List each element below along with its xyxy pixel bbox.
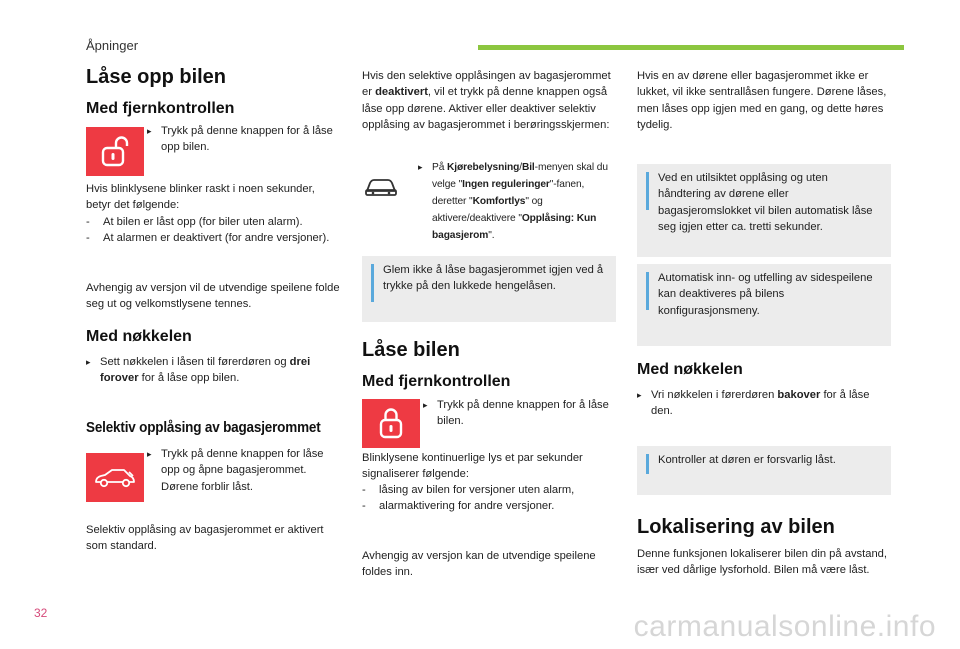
note-box	[637, 164, 891, 257]
car-trunk-icon	[93, 467, 137, 489]
key-heading: Med nøkkelen	[86, 328, 192, 345]
mirrors-text: Avhengig av versjon kan de utvendige speilene foldes inn.	[362, 550, 596, 579]
remote-lock-step	[423, 397, 613, 430]
blink-intro: Hvis blinklysene blinker raskt i noen sekunder, betyr det følgende:	[86, 183, 315, 212]
list-item: - At bilen er låst opp (for biler uten alarm).	[86, 216, 303, 228]
note-box	[637, 446, 891, 495]
watermark-band	[0, 604, 960, 649]
unlock-button-icon	[86, 127, 144, 176]
trunk-unlock-step	[147, 446, 342, 495]
central-lock-intro: Hvis en av dørene eller bagasjerommet ikke er lukket, vil ikke sentrallåsen fungere. Dørene låses, men låses opp igjen med en gang, og dette høres tydelig.	[637, 70, 887, 131]
triangle-marker-icon: ▸	[147, 126, 152, 136]
blink-list	[86, 214, 341, 247]
locate-text: Denne funksjonen lokaliserer bilen din på avstand, især ved dårlige lysforhold. Bilen må være låst.	[637, 548, 888, 577]
key-unlock-step: ▸ Sett nøkkelen i låsen til førerdøren og drei forover for å låse opp bilen.	[86, 354, 344, 387]
step-text: Trykk på denne knappen for å låse bilen.	[437, 399, 609, 428]
trunk-button-icon	[86, 453, 144, 502]
unlock-title: Låse opp bilen	[86, 66, 227, 88]
triangle-marker-icon: ▸	[86, 357, 91, 367]
lock-title: Låse bilen	[362, 339, 460, 361]
step-text: Trykk på denne knappen for låse opp og åpne bagasjerommet. Dørene forblir låst.	[161, 448, 324, 493]
header-accent-line	[478, 45, 904, 50]
note-box	[362, 256, 616, 322]
mirrors-text: Avhengig av versjon vil de utvendige speilene folde seg ut og velkomstlysene tennes.	[86, 282, 340, 311]
note-box	[637, 264, 891, 346]
touchscreen-menu-step: ▸ På Kjørebelysning/Bil-menyen skal du velge "Ingen reguleringer"-fanen, deretter "Komfortlys" og aktivere/deaktivere "Opplåsing: Kun bagasjerom".	[418, 159, 618, 244]
unlock-padlock-icon	[100, 135, 130, 169]
list-item: - låsing av bilen for versjoner uten alarm,	[362, 484, 575, 496]
note-text: Kontroller at døren er forsvarlig låst.	[658, 454, 836, 466]
locate-title: Lokalisering av bilen	[637, 516, 835, 538]
blink-list	[362, 482, 617, 515]
remote-heading: Med fjernkontrollen	[362, 373, 511, 390]
lock-padlock-icon	[378, 407, 404, 441]
note-text: Glem ikke å låse bagasjerommet igjen ved å trykke på den lukkede hengelåsen.	[383, 264, 604, 293]
note-marker	[646, 272, 649, 310]
selective-intro: Hvis den selektive opplåsingen av bagasjerommet er deaktivert, vil et trykk på denne knappen også låse opp dørene. Aktiver eller deaktiver selektiv opplåsing av bagasjerommet i berøringsskjermen:	[362, 70, 611, 131]
key-heading: Med nøkkelen	[637, 361, 743, 378]
note-marker	[371, 264, 374, 302]
note-text: Ved en utilsiktet opplåsing og uten håndtering av dørene eller bagasjeromslokket vil bilen automatisk låse seg igjen etter ca. tretti sekunder.	[658, 172, 873, 233]
selective-default-text: Selektiv opplåsing av bagasjerommet er aktivert som standard.	[86, 524, 324, 553]
remote-unlock-step	[147, 123, 337, 156]
section-label: Åpninger	[86, 38, 139, 53]
car-outline-icon	[364, 177, 398, 199]
key-lock-step: ▸ Vri nøkkelen i førerdøren bakover for å låse den.	[637, 387, 893, 420]
blink-intro: Blinklysene kontinuerlige lys et par sekunder signaliserer følgende:	[362, 452, 583, 481]
remote-heading: Med fjernkontrollen	[86, 100, 235, 117]
list-item: - At alarmen er deaktivert (for andre versjoner).	[86, 232, 330, 245]
list-item: - alarmaktivering for andre versjoner.	[362, 500, 555, 513]
note-marker	[646, 454, 649, 474]
selective-heading: Selektiv opplåsing av bagasjerommet	[86, 419, 321, 436]
step-text: Trykk på denne knappen for å låse opp bilen.	[161, 125, 333, 154]
triangle-marker-icon: ▸	[637, 390, 642, 400]
page-number: 32	[34, 606, 48, 620]
triangle-marker-icon: ▸	[147, 449, 152, 459]
lock-button-icon	[362, 399, 420, 448]
watermark-text: carmanualsonline.info	[633, 610, 936, 643]
note-marker	[646, 172, 649, 210]
triangle-marker-icon: ▸	[423, 400, 428, 410]
note-text: Automatisk inn- og utfelling av sidespeilene kan deaktiveres på bilens konfigurasjonsmeny.	[658, 272, 873, 317]
touchscreen-car-icon-box	[352, 163, 410, 212]
triangle-marker-icon: ▸	[418, 162, 423, 172]
